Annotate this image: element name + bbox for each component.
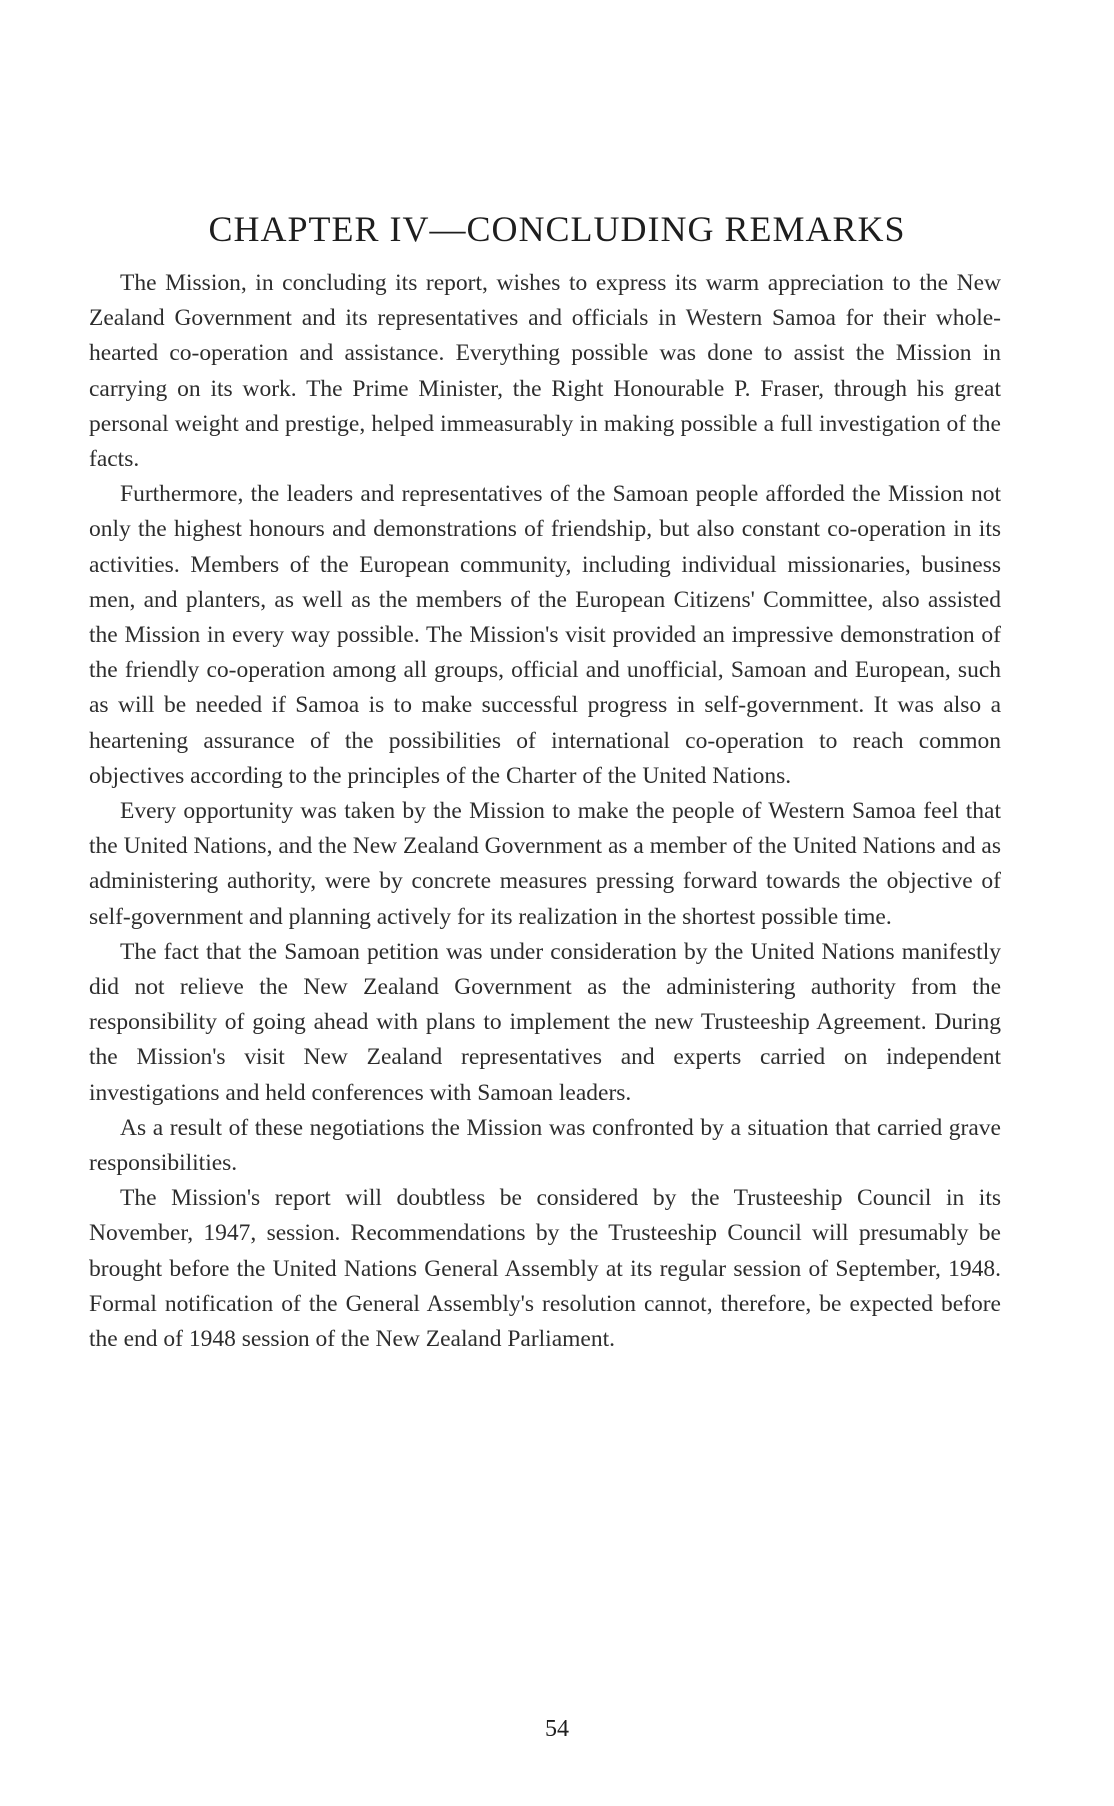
paragraph: Furthermore, the leaders and representatives of the Samoan people afforded the Mission not only the highest honours and demonstrations of friendship, but also constant co-operation in its activities. Members of the European community, including individual missionaries, business men, and planters, as well as the members of the European Citizens' Committee, also assisted the Mission in every way possible. The Mission's visit provided an impressive demonstration of the friendly co-operation among all groups, official and unofficial, Samoan and European, such as will be needed if Samoa is to make successful progress in self-government. It was also a heartening assurance of the possibilities of international co-operation to reach common objectives according to the principles of the Charter of the United Nations. bbox=[89, 481, 1001, 789]
body-text bbox=[89, 266, 1001, 1357]
page-number: 54 bbox=[545, 1716, 569, 1742]
paragraph: As a result of these negotiations the Mission was confronted by a situation that carried grave responsibilities. bbox=[89, 1114, 1001, 1177]
paragraph: The Mission's report will doubtless be considered by the Trusteeship Council in its November, 1947, session. Recommendations by the Trusteeship Council will presumably be brought before the United Nations General Assembly at its regular session of September, 1948. Formal notification of the General Assembly's resolution cannot, therefore, be expected before the end of 1948 session of the New Zealand Parliament. bbox=[89, 1185, 1001, 1353]
paragraph: Every opportunity was taken by the Mission to make the people of Western Samoa feel that the United Nations, and the New Zealand Government as a member of the United Nations and as administering authority, were by concrete measures pressing forward towards the objective of self-government and planning actively for its realization in the shortest possible time. bbox=[89, 798, 1001, 930]
paragraph: The Mission, in concluding its report, wishes to express its warm appreciation to the New Zealand Government and its representatives and officials in Western Samoa for their whole-hearted co-operation and assistance. Everything possible was done to assist the Mission in carrying on its work. The Prime Minister, the Right Honourable P. Fraser, through his great personal weight and prestige, helped immeasurably in making possible a full investigation of the facts. bbox=[89, 270, 1001, 473]
chapter-title: CHAPTER IV—CONCLUDING REMARKS bbox=[208, 209, 906, 249]
paragraph: The fact that the Samoan petition was under consideration by the United Nations manifestly did not relieve the New Zealand Government as the administering authority from the responsibility of going ahead with plans to implement the new Trusteeship Agreement. During the Mission's visit New Zealand representatives and experts carried on independent investigations and held conferences with Samoan leaders. bbox=[89, 938, 1001, 1106]
